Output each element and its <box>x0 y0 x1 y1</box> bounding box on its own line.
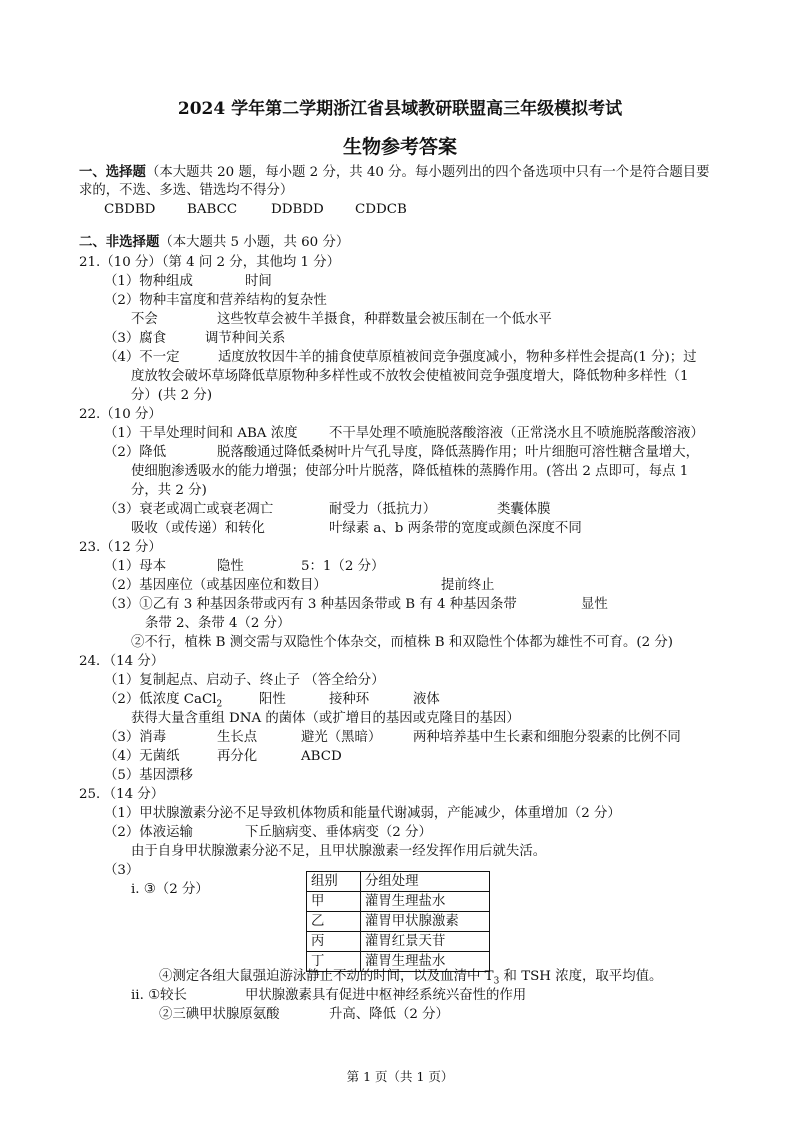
answer-group-4: CDDCB <box>355 202 407 217</box>
q22-a3d: 吸收（或传递）和转化 <box>131 521 265 536</box>
q23-a2: （2）基因座位（或基因座位和数目） <box>104 578 327 593</box>
q22-a2c: 使细胞渗透吸水的能力增强；使部分叶片脱落，降低植株的蒸腾作用。(答出 2 点即可，每点 1 <box>131 464 689 479</box>
q22-a3c: 类囊体膜 <box>497 502 551 517</box>
q24-head: 24．（14 分） <box>79 654 165 669</box>
part1-desc: （本大题共 20 题，每小题 2 分，共 40 分。每小题列出的四个备选项中只有一个是符合题目要 <box>145 165 710 180</box>
q22-a1: （1）干旱处理时间和 ABA 浓度 <box>104 426 298 441</box>
page-subtitle: 生物参考答案 <box>342 136 457 158</box>
q25-a2: （2）体液运输 <box>104 825 193 840</box>
q21-a4b: 适度放牧因牛羊的捕食使草原植被间竞争强度减小，物种多样性会提高(1 分)；过 <box>218 350 697 365</box>
table-header-cell: 分组处理 <box>361 872 490 892</box>
q25-i: i. ③（2 分） <box>131 882 209 897</box>
table-cell: 丙 <box>307 932 361 952</box>
table-cell: 灌胃红景天苷 <box>361 932 490 952</box>
q22-a3e: 叶绿素 a、b 两条带的宽度或颜色深度不同 <box>329 521 582 536</box>
q21-a2: （2）物种丰富度和营养结构的复杂性 <box>104 293 327 308</box>
part1-desc-2: 求的，不选、多选、错选均不得分） <box>79 183 294 198</box>
q24-a2e: 获得大量含重组 DNA 的菌体（或扩增目的基因或克隆目的基因） <box>131 711 520 726</box>
q21-a3: （3）腐食 <box>104 331 167 346</box>
q25-ii2: ②三碘甲状腺原氨酸 <box>159 1007 280 1022</box>
table-cell: 乙 <box>307 912 361 932</box>
q25-head: 25．（14 分） <box>79 787 165 802</box>
q24-a2-text: （2）低浓度 CaCl <box>104 692 217 707</box>
q21-a4: （4）不一定 <box>104 350 180 365</box>
q21-head: 21.（10 分）（第 4 问 2 分，其他均 1 分） <box>79 255 341 270</box>
q24-a4c: ABCD <box>301 749 342 764</box>
q24-a1: （1）复制起点、启动子、终止子 （答全给分） <box>104 673 385 688</box>
q24-a3d: 两种培养基中生长素和细胞分裂素的比例不同 <box>413 730 681 745</box>
part1-intro <box>79 163 710 182</box>
table-header-cell: 组别 <box>307 872 361 892</box>
page-number: 第 1 页（共 1 页） <box>346 1069 454 1084</box>
table-cell: 灌胃甲状腺激素 <box>361 912 490 932</box>
table-cell: 甲 <box>307 892 361 912</box>
part2-heading: 二、非选择题 <box>79 234 160 250</box>
q22-a2: （2）降低 <box>104 445 167 460</box>
q23-a2b: 提前终止 <box>441 578 495 593</box>
q25-a3: （3） <box>104 863 140 878</box>
part2-desc: （本大题共 5 小题，共 60 分） <box>159 235 350 250</box>
q24-a3c: 避光（黑暗） <box>301 730 382 745</box>
q23-a3b: 显性 <box>581 597 608 612</box>
q23-a3: （3）①乙有 3 种基因条带或丙有 3 种基因条带或 B 有 4 种基因条带 <box>104 597 517 612</box>
q24-a5: （5）基因漂移 <box>104 768 193 783</box>
table-cell: 灌胃生理盐水 <box>361 892 490 912</box>
q25-iib: 甲状腺激素具有促进中枢神经系统兴奋性的作用 <box>245 988 527 1003</box>
q25-i4-text: ④测定各组大鼠强迫游泳静止不动的时间，以及血清中 T <box>159 969 494 984</box>
q21-a4c: 度放牧会破坏草场降低草原物种多样性或不放牧会使植被间竞争强度增大，降低物种多样性（1 <box>131 369 689 384</box>
q24-a3: （3）消毒 <box>104 730 167 745</box>
q23-head: 23.（12 分） <box>79 540 162 555</box>
q23-a3c: 条带 2、条带 4（2 分） <box>145 616 291 631</box>
table-cell: 灌胃生理盐水 <box>361 952 490 972</box>
q24-a2c: 接种环 <box>329 692 370 707</box>
q25-ii: ii. ①较长 <box>131 988 187 1003</box>
q22-a1b: 不干旱处理不喷施脱落酸溶液（正常浇水且不喷施脱落酸溶液） <box>329 426 704 441</box>
table-row <box>307 912 490 932</box>
q24-a2-subscript: 2 <box>216 699 223 710</box>
part1-heading: 一、选择题 <box>79 164 146 180</box>
q24-a2b: 阳性 <box>259 692 286 707</box>
q21-a3b: 调节种间关系 <box>205 331 286 346</box>
q23-a1b: 隐性 <box>217 559 244 574</box>
q22-a2b: 脱落酸通过降低桑树叶片气孔导度，降低蒸腾作用；叶片细胞可溶性糖含量增大， <box>217 445 700 460</box>
q24-a2d: 液体 <box>413 692 440 707</box>
q24-a4b: 再分化 <box>217 749 258 764</box>
q23-a1: （1）母本 <box>104 559 167 574</box>
answer-group-1: CBDBD <box>104 202 156 217</box>
q25-a1: （1）甲状腺激素分泌不足导致机体物质和能量代谢减弱，产能减少，体重增加（2 分） <box>104 806 621 821</box>
page-title: 2024 学年第二学期浙江省县域教研联盟高三年级模拟考试 <box>177 99 623 119</box>
q21-a2c: 这些牧草会被牛羊摄食，种群数量会被压制在一个低水平 <box>217 312 552 327</box>
table-row <box>307 932 490 952</box>
q22-a2d: 分，共 2 分) <box>131 483 207 498</box>
q25-a2c: 由于自身甲状腺激素分泌不足，且甲状腺激素一经发挥作用后就失活。 <box>131 844 547 859</box>
q23-a3d: ②不行，植株 B 测交需与双隐性个体杂交，而植株 B 和双隐性个体都为雄性不可育。(2 分) <box>131 635 673 650</box>
q24-a4: （4）无菌纸 <box>104 749 180 764</box>
q25-ii2b: 升高、降低（2 分） <box>329 1007 449 1022</box>
q21-a1b: 时间 <box>245 274 272 289</box>
answer-group-2: BABCC <box>187 202 238 217</box>
q25-a2b: 下丘脑病变、垂体病变（2 分） <box>245 825 432 840</box>
q24-a3b: 生长点 <box>217 730 258 745</box>
q22-a3b: 耐受力（抵抗力） <box>329 502 437 517</box>
table-row <box>307 892 490 912</box>
q21-a2b: 不会 <box>131 312 158 327</box>
table-cell: 丁 <box>307 952 361 972</box>
q23-a1c: 5：1（2 分） <box>301 559 385 574</box>
q25-i4-text-2: 和 TSH 浓度，取平均值。 <box>499 969 663 984</box>
part2-intro <box>79 233 349 252</box>
q22-head: 22.（10 分） <box>79 407 162 422</box>
q21-a4d: 分）(共 2 分) <box>131 388 213 403</box>
q21-a1: （1）物种组成 <box>104 274 193 289</box>
q25-i4-subscript: 3 <box>493 976 500 987</box>
answer-group-3: DDBDD <box>271 202 324 217</box>
table-header-row <box>307 872 490 892</box>
group-table <box>306 871 490 972</box>
q22-a3: （3）衰老或凋亡或衰老凋亡 <box>104 502 274 517</box>
